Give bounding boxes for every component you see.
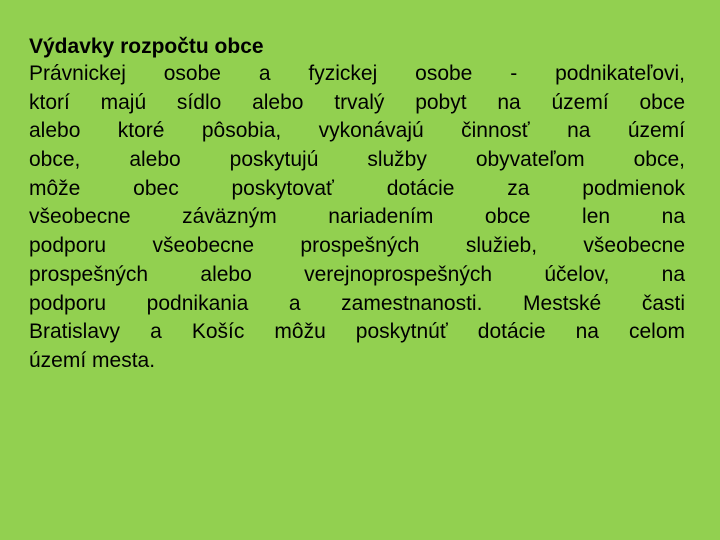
body-line: podporu podnikania a zamestnanosti. Mestské časti: [29, 291, 685, 315]
body-line: podporu všeobecne prospešných služieb, všeobecne: [29, 234, 685, 258]
body-line: všeobecne záväzným nariadením obce len na: [29, 205, 685, 229]
slide-title: Výdavky rozpočtu obce: [29, 35, 264, 58]
body-line: prospešných alebo verejnoprospešných účelov, na: [29, 262, 685, 286]
slide-body: [29, 60, 685, 376]
body-line: môže obec poskytovať dotácie za podmienok: [29, 176, 685, 200]
body-line: ktorí majú sídlo alebo trvalý pobyt na území obce: [29, 90, 685, 114]
body-line-last: území mesta.: [29, 348, 156, 372]
body-line: Právnickej osobe a fyzickej osobe - podnikateľovi,: [29, 62, 685, 85]
body-line: Bratislavy a Košíc môžu poskytnúť dotácie na celom: [29, 320, 685, 344]
body-line: alebo ktoré pôsobia, vykonávajú činnosť na území: [29, 119, 685, 143]
body-line: obce, alebo poskytujú služby obyvateľom obce,: [29, 148, 685, 172]
slide-content: [29, 34, 685, 376]
